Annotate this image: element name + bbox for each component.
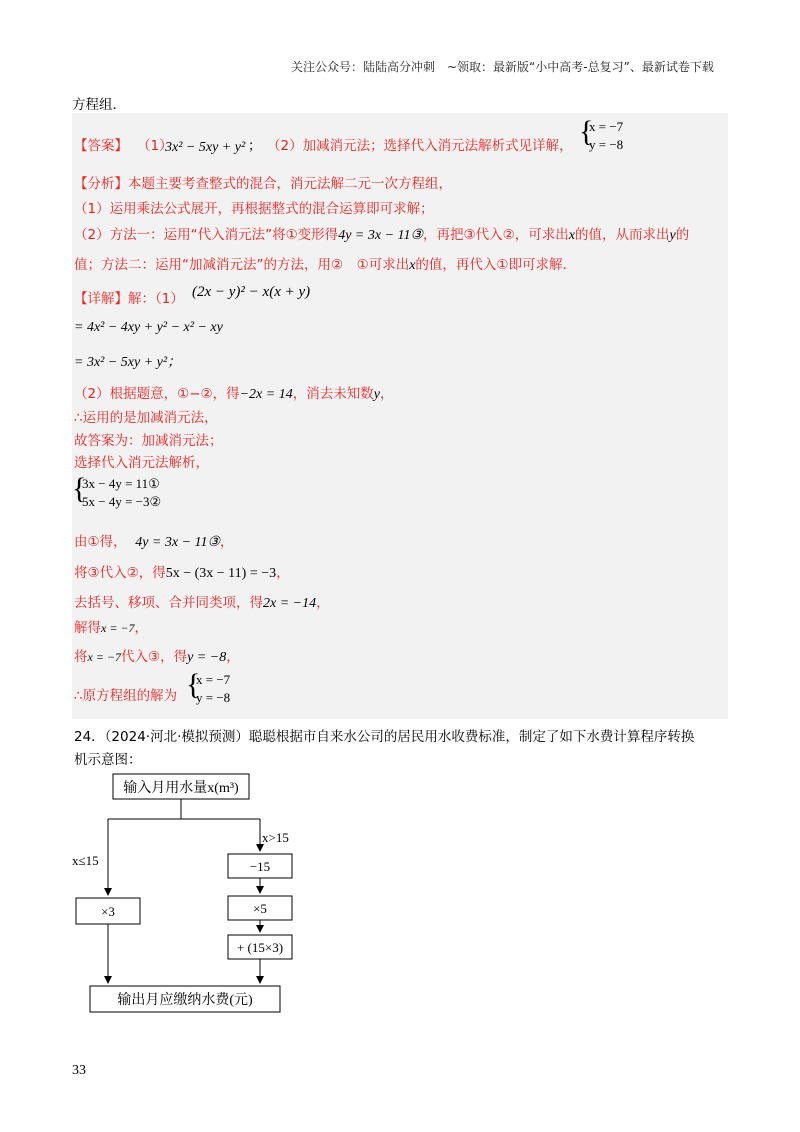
- analysis-line-4: [74, 253, 576, 274]
- detail-step-s5: [74, 645, 240, 666]
- analysis-line-3a: （2）方法一：运用“代入消元法”将①变形得: [74, 227, 339, 243]
- detail-part2-eq: −2x = 14: [239, 387, 293, 402]
- detail-tag: 【详解】解：（1）: [74, 291, 184, 307]
- flowchart-input-label: 输入月用水量x(m³): [123, 781, 239, 796]
- flowchart-left-op: ×3: [101, 904, 115, 919]
- detail-part2-c: ，: [379, 386, 394, 402]
- analysis-line-3c: 的值，从而求出: [574, 227, 670, 243]
- question-24-line-1: 24．（2024·河北·模拟预测）聪聪根据市自来水公司的居民用水收费标准，制定了如下水费计算程序转换: [74, 729, 695, 745]
- answer-separator: ；: [248, 138, 262, 154]
- detail-s4-text: 解得: [74, 620, 101, 636]
- detail-s4-end: ，: [134, 620, 149, 636]
- detail-expression: (2x − y)² − x(x + y): [192, 284, 311, 300]
- flowchart-r1-op: −15: [249, 859, 271, 874]
- detail-part2-a: （2）根据题意，①−②，得: [74, 386, 240, 402]
- detail-s1-end: ，: [220, 534, 234, 550]
- detail-s1-text: 由①得，: [74, 534, 127, 550]
- intro-fragment: 方程组．: [72, 97, 126, 113]
- detail-s1-eq: 4y = 3x − 11③: [135, 535, 221, 550]
- detail-s5-eq1: x = −7: [87, 650, 122, 664]
- analysis-line-4a: 值；方法二：运用“加减消元法”的方法，用② ①可求出: [74, 257, 410, 273]
- answer-expression-1: 3x² − 5xy + y²: [165, 140, 246, 155]
- detail-s2-end: ，: [276, 565, 290, 581]
- detail-part2-y: y: [373, 387, 380, 402]
- detail-s3-end: ，: [316, 595, 330, 611]
- flowchart-r3-op: + (15×3): [236, 940, 284, 955]
- analysis-line-4b: 的值，再代入①即可求解．: [415, 257, 577, 273]
- detail-sys-eq1: 3x − 4y = 11①: [82, 476, 160, 491]
- detail-s5-text-a: 将: [74, 649, 88, 665]
- analysis-line-3: [74, 223, 689, 244]
- detail-s5-text-b: 代入③，得: [121, 649, 188, 665]
- flowchart-cond-right: x>15: [262, 830, 289, 845]
- analysis-line-3d: 的: [675, 227, 690, 243]
- analysis-var-x-2: x: [409, 258, 416, 273]
- detail-final-label: ∴原方程组的解为: [74, 688, 178, 704]
- page-header: 关注公众号：陆陆高分冲刺 ~领取：最新版“小中高考-总复习”、最新试卷下载: [291, 60, 714, 74]
- detail-sys-eq2: 5x − 4y = −3②: [82, 494, 162, 509]
- flowchart-r2-op: ×5: [253, 901, 267, 916]
- flowchart: [60, 765, 320, 1025]
- analysis-var-y: y: [669, 228, 676, 243]
- question-24-line-2: 机示意图：: [74, 752, 142, 768]
- detail-s5-eq2: y = −8: [187, 650, 227, 665]
- answer-solution-system: { x = −7 y = −8: [579, 115, 624, 152]
- detail-part2-line: [74, 382, 393, 403]
- analysis-line-2: （1）运用乘法公式展开，再根据整式的混合运算即可求解；: [74, 201, 434, 217]
- detail-step-s3: [74, 591, 330, 612]
- answer-sys-eq2: y = −8: [589, 137, 624, 152]
- page-number: 33: [72, 1063, 86, 1078]
- detail-part2-b: ，消去未知数: [292, 386, 374, 402]
- detail-conclusion-1: ∴运用的是加减消元法，: [74, 410, 218, 426]
- detail-s3-eq: 2x = −14: [263, 596, 317, 611]
- answer-tag: 【答案】: [74, 138, 128, 154]
- analysis-equation-3: 4y = 3x − 11③: [338, 228, 424, 243]
- flowchart-cond-left: x≤15: [72, 853, 99, 868]
- answer-part1-label: （1）: [137, 138, 173, 154]
- analysis-line-1: 【分析】本题主要考查整式的混合，消元法解二元一次方程组，: [74, 176, 452, 192]
- detail-step-s1: [74, 530, 234, 551]
- detail-conclusion-3: 选择代入消元法解析，: [74, 455, 209, 471]
- flowchart-output-label: 输出月应缴纳水费(元): [117, 993, 253, 1008]
- detail-step-2: = 3x² − 5xy + y²；: [74, 355, 182, 370]
- detail-step-s4: [74, 616, 148, 636]
- analysis-var-x: x: [568, 228, 575, 243]
- detail-equation-system: { 3x − 4y = 11① 5x − 4y = −3②: [72, 472, 162, 509]
- detail-final-eq2: y = −8: [196, 690, 231, 705]
- detail-s3-text: 去括号、移项、合并同类项，得: [74, 595, 263, 611]
- detail-step-s2: [74, 561, 290, 582]
- answer-part2: （2）加减消元法；选择代入消元法解析式见详解，: [267, 138, 573, 154]
- answer-sys-eq1: x = −7: [589, 119, 624, 134]
- detail-s4-eq: x = −7: [101, 621, 135, 635]
- detail-final-eq1: x = −7: [196, 672, 231, 687]
- detail-conclusion-2: 故答案为：加减消元法；: [74, 433, 223, 449]
- detail-final-system: { x = −7 y = −8: [186, 668, 231, 705]
- detail-step-1: = 4x² − 4xy + y² − x² − xy: [74, 320, 223, 335]
- detail-s2-text: 将③代入②，得: [74, 565, 166, 581]
- detail-s5-end: ，: [226, 649, 240, 665]
- detail-s2-eq: 5x − (3x − 11) = −3: [165, 566, 277, 581]
- analysis-line-3b: ，再把③代入②，可求出: [423, 227, 569, 243]
